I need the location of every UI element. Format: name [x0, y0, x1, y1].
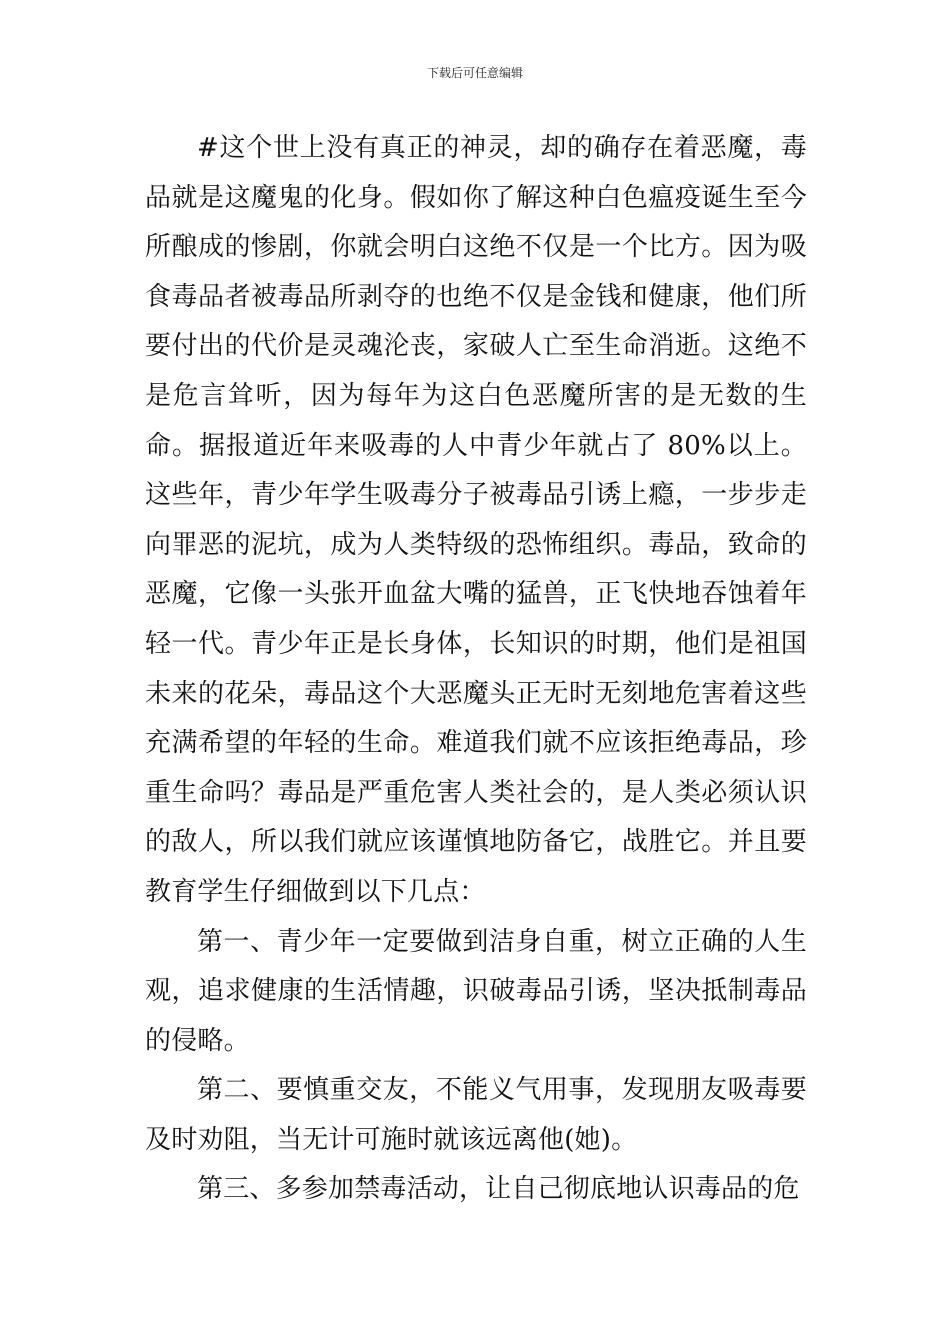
paragraph-point-one: 第一、青少年一定要做到洁身自重，树立正确的人生观，追求健康的生活情趣，识破毒品引诱，坚决抵制毒品的侵略。	[145, 926, 807, 1056]
paragraph-point-two: 第二、要慎重交友，不能义气用事，发现朋友吸毒要及时劝阻，当无计可施时就该远离他(她)。	[145, 1075, 807, 1155]
paragraph-point-three: 第三、多参加禁毒活动，让自己彻底地认识毒品的危	[197, 1174, 800, 1205]
paragraph-intro: #这个世上没有真正的神灵，却的确存在着恶魔，毒品就是这魔鬼的化身。假如你了解这种白色瘟疫诞生至今所酿成的惨剧，你就会明白这绝不仅是一个比方。因为吸食毒品者被毒品所剥夺的也绝不仅是金钱和健康，他们所要付出的代价是灵魂沦丧，家破人亡至生命消逝。这绝不是危言耸听，因为每年为这白色恶魔所害的是无数的生命。据报道近年来吸毒的人中青少年就占了 80%以上。这些年，青少年学生吸毒分子被毒品引诱上瘾，一步步走向罪恶的泥坑，成为人类特级的恐怖组织。毒品，致命的恶魔，它像一头张开血盆大嘴的猛兽，正飞快地吞蚀着年轻一代。青少年正是长身体，长知识的时期，他们是祖国未来的花朵，毒品这个大恶魔头正无时无刻地危害着这些充满希望的年轻的生命。难道我们就不应该拒绝毒品，珍重生命吗？毒品是严重危害人类社会的，是人类必须认识的敌人，所以我们就应该谨慎地防备它，战胜它。并且要教育学生仔细做到以下几点：	[145, 133, 807, 907]
page-header: 下载后可任意编辑	[426, 66, 523, 80]
document-body	[145, 124, 807, 1215]
